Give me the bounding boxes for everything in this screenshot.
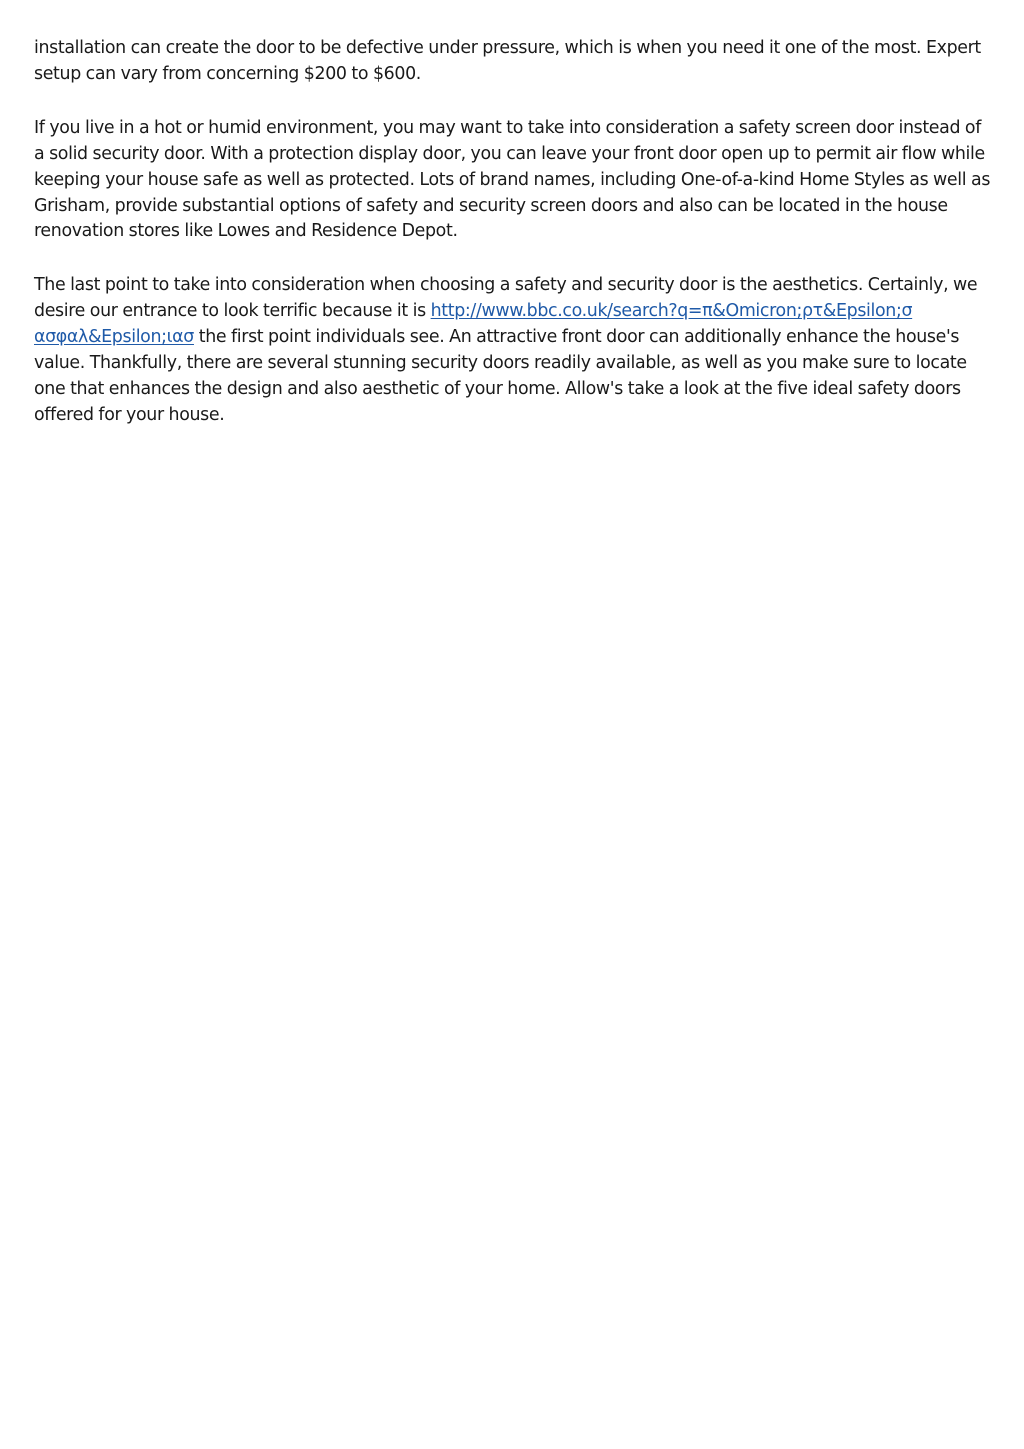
paragraph-aesthetics-text-after: the first point individuals see. An attractive front door can additionally enhance the house's value. Thankfully, there are several stunning security doors readily available, as well as you make sure to locate one that enhances the design and also aesthetic of your home. Allow's take a look at the five ideal safety doors offered for your house.: [34, 327, 967, 425]
bbc-search-link[interactable]: http://www.bbc.co.uk/search?q=π&Omicron;ρτ&Epsilon;σ ασφαλ&Epsilon;ιασ: [34, 301, 913, 348]
paragraph-aesthetics-text-before: The last point to take into consideration when choosing a safety and security door is the aesthetics. Certainly, we desire our entrance to look terrific because it is: [34, 275, 978, 322]
paragraph-aesthetics: [34, 273, 994, 428]
paragraph-screen-door: If you live in a hot or humid environment, you may want to take into consideration a safety screen door instead of a solid security door. With a protection display door, you can leave your front door open up to permit air flow while keeping your house safe as well as protected. Lots of brand names, including One-of-a-kind Home Styles as well as Grisham, provide substantial options of safety and security screen doors and also can be located in the house renovation stores like Lowes and Residence Depot.: [34, 117, 991, 242]
paragraph-installation-cost: installation can create the door to be defective under pressure, which is when you need it one of the most. Expert setup can vary from concerning $200 to $600.: [34, 38, 981, 84]
document-body: [34, 36, 994, 457]
